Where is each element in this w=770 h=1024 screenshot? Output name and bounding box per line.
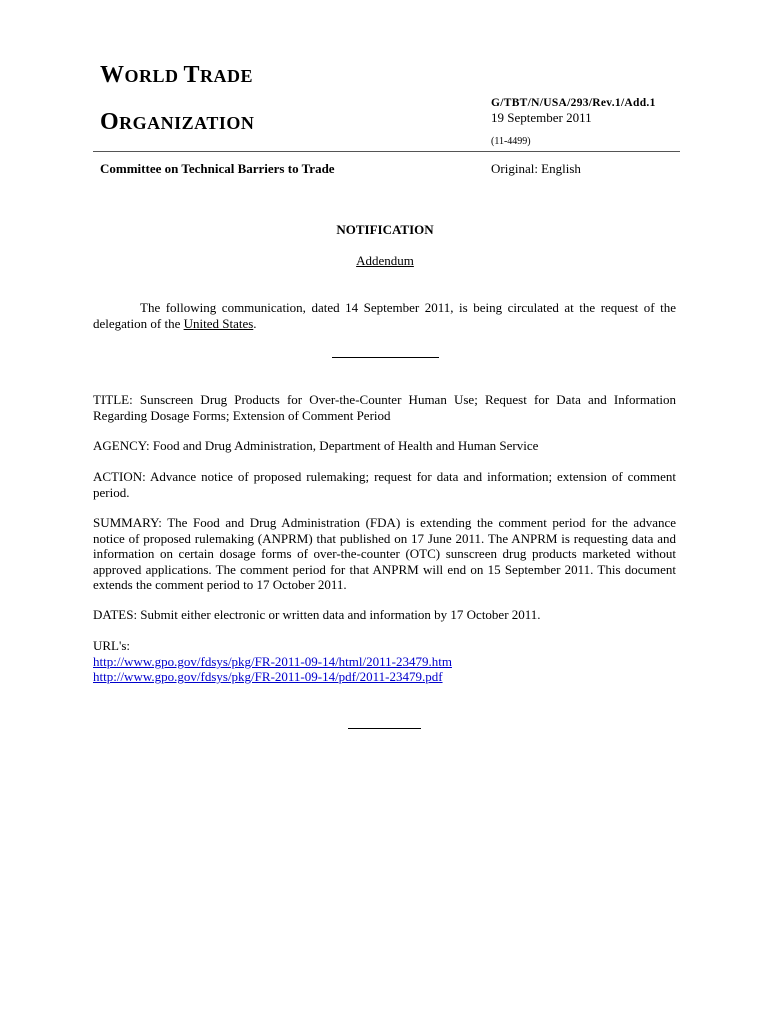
html-url-link[interactable]: http://www.gpo.gov/fdsys/pkg/FR-2011-09-14/html/2011-23479.htm	[93, 654, 452, 669]
intro-paragraph	[93, 300, 676, 331]
addendum-heading	[0, 253, 770, 269]
org-initial-w: W	[100, 62, 125, 88]
end-separator	[348, 728, 421, 729]
document-number: (11-4499)	[491, 136, 531, 147]
intro-text: The following communication, dated 14 September 2011, is being circulated at the request of the delegation of the	[93, 300, 676, 331]
dates-paragraph: DATES: Submit either electronic or written data and information by 17 October 2011.	[93, 607, 541, 622]
org-initial-t: T	[183, 62, 201, 88]
document-symbol: G/TBT/N/USA/293/Rev.1/Add.1	[491, 97, 656, 109]
original-language: Original: English	[491, 161, 581, 176]
organization-name-line-2	[100, 109, 254, 136]
organization-name-line-1	[100, 62, 253, 89]
summary-paragraph: SUMMARY: The Food and Drug Administration (FDA) is extending the comment period for the advance notice of proposed rulemaking (ANPRM) that published on 17 June 2011. The ANPRM is requesting data and information on certain dosage forms of over-the-counter (OTC) sunscreen drug products marketed without approved applications. The comment period for that ANPRM will end on 15 September 2011. This document extends the comment period to 17 October 2011.	[93, 515, 676, 592]
intro-country: United States	[183, 315, 254, 331]
addendum-label: Addendum	[356, 253, 414, 268]
title-paragraph: TITLE: Sunscreen Drug Products for Over-the-Counter Human Use; Request for Data and Information Regarding Dosage Forms; Extension of Comment Period	[93, 392, 676, 423]
agency-paragraph: AGENCY: Food and Drug Administration, Department of Health and Human Service	[93, 438, 539, 453]
intro-end: .	[253, 315, 257, 331]
action-paragraph: ACTION: Advance notice of proposed rulemaking; request for data and information; extension of comment period.	[93, 469, 676, 500]
header-divider	[93, 151, 680, 152]
section-separator	[332, 357, 439, 358]
org-initial-o: O	[100, 109, 120, 135]
document-date: 19 September 2011	[491, 110, 592, 125]
committee-name: Committee on Technical Barriers to Trade	[100, 161, 335, 176]
org-text-orld: ORLD	[124, 66, 184, 86]
urls-label: URL's:	[93, 638, 131, 653]
org-text-rade: RADE	[200, 66, 254, 86]
notification-heading: NOTIFICATION	[336, 222, 434, 237]
pdf-url-link[interactable]: http://www.gpo.gov/fdsys/pkg/FR-2011-09-14/pdf/2011-23479.pdf	[93, 669, 443, 684]
org-text-rganization: RGANIZATION	[119, 113, 255, 133]
